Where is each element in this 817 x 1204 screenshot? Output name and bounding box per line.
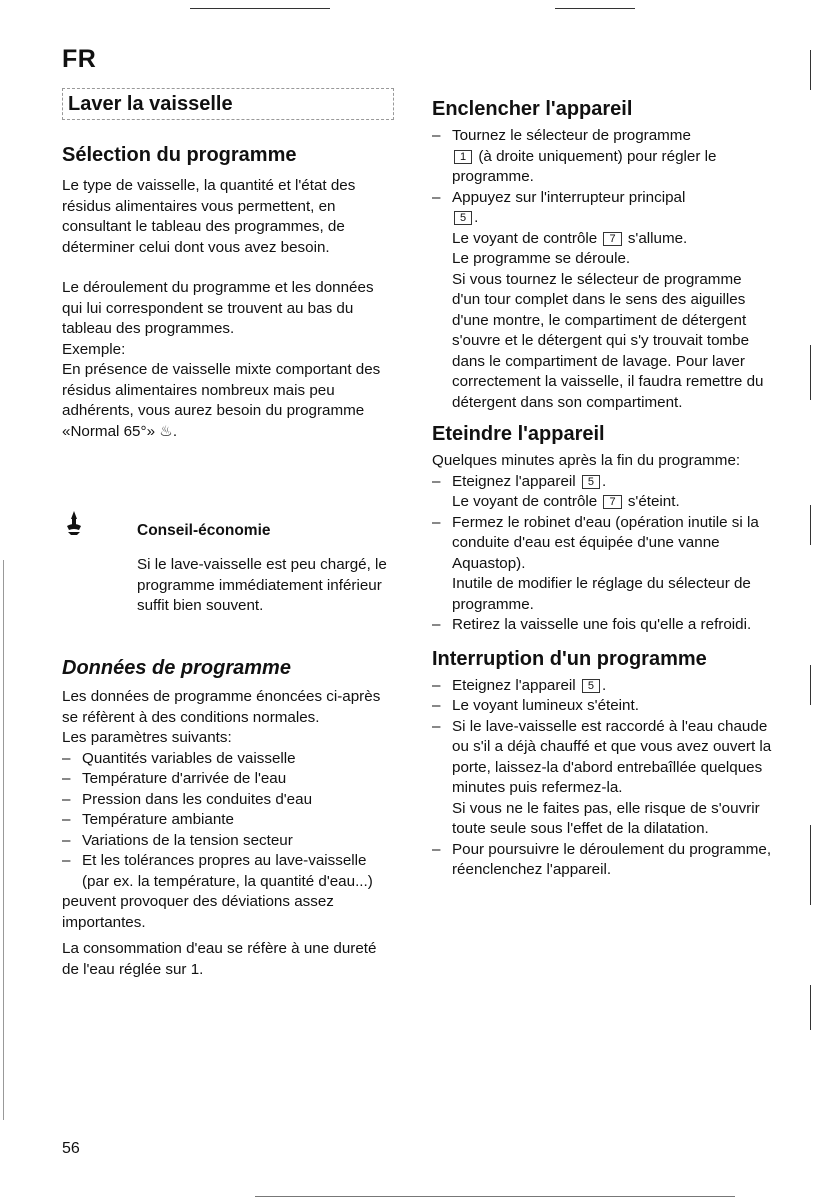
tip-text: Si le lave-vaisselle est peu chargé, le programme immédiatement inférieur suffit bien souvent. bbox=[137, 556, 387, 614]
right-edge-mark-6 bbox=[810, 985, 811, 1030]
main-switch-key: 5 bbox=[582, 475, 600, 489]
list-item: – Appuyez sur l'interrupteur principal 5 . Le voyant de contrôle 7 s'allume. Le programme se déroule. Si vous tournez le sélecteur de programme d'un tour complet dans le sens des aiguilles d'une montre, le compartiment de détergent s'ouvre et le détergent qui s'y trouvait tombe dans le compartiment de lavage. Pour laver correctement la vaisselle, il faudra remettre du détergent dans son compartiment. bbox=[432, 188, 772, 414]
left-edge-line bbox=[3, 560, 4, 1120]
heading-donnees: Données de programme bbox=[62, 657, 291, 679]
left-column-lower bbox=[62, 655, 397, 980]
list-item: – Quantités variables de vaisselle bbox=[62, 749, 397, 770]
heading-enclencher: Enclencher l'appareil bbox=[432, 98, 633, 120]
bottom-rule bbox=[255, 1196, 735, 1197]
right-edge-mark-2 bbox=[810, 345, 811, 400]
list-item: – Eteignez l'appareil 5 . bbox=[432, 676, 772, 697]
paragraph-donnees: Les données de programme énoncées ci-après se réfèrent à des conditions normales. bbox=[62, 688, 381, 726]
eco-tip-icon bbox=[64, 510, 84, 538]
list-item: – Variations de la tension secteur bbox=[62, 831, 397, 852]
list-item: – Retirez la vaisselle une fois qu'elle a refroidi. bbox=[432, 615, 772, 636]
top-rule-right bbox=[555, 8, 635, 9]
right-edge-mark-4 bbox=[810, 665, 811, 705]
main-switch-key: 5 bbox=[582, 679, 600, 693]
right-edge-mark-5 bbox=[810, 825, 811, 905]
page-number: 56 bbox=[62, 1140, 80, 1157]
paragraph-example: En présence de vaisselle mixte comportant des résidus alimentaires nombreux mais peu adhérents, vous aurez besoin du programme «Normal 65°» ♨. bbox=[62, 361, 381, 440]
eteindre-intro: Quelques minutes après la fin du programme: bbox=[432, 452, 741, 469]
program-selector-key: 1 bbox=[454, 150, 472, 164]
top-rule-left bbox=[190, 8, 330, 9]
language-code: FR bbox=[62, 45, 97, 73]
example-label: Exemple: bbox=[62, 340, 126, 358]
main-switch-key: 5 bbox=[454, 211, 472, 225]
list-item: – Eteignez l'appareil 5 . Le voyant de contrôle 7 s'éteint. bbox=[432, 472, 772, 513]
enclencher-list bbox=[432, 126, 772, 413]
right-edge-mark-3 bbox=[810, 505, 811, 545]
right-edge-mark-1 bbox=[810, 50, 811, 90]
paragraph-type: Le type de vaisselle, la quantité et l'état des résidus alimentaires vous permettent, en consultant le tableau des programmes, de déterminer celui dont vous avez besoin. bbox=[62, 177, 356, 256]
list-item: – Température d'arrivée de l'eau bbox=[62, 769, 397, 790]
list-item: – Si le lave-vaisselle est raccordé à l'eau chaude ou s'il a déjà chauffé et que vous avez ouvert la porte, laissez-la d'abord entrebaîllée quelques minutes puis refermez-la. Si vous ne le faites pas, elle risque de s'ouvrir toute seule sous l'effet de la dilatation. bbox=[432, 717, 772, 840]
right-column bbox=[432, 96, 772, 881]
list-item: – Fermez le robinet d'eau (opération inutile si la conduite d'eau est équipée d'une vanne Aquastop). Inutile de modifier le réglage du sélecteur de programme. bbox=[432, 513, 772, 616]
list-item: – Tournez le sélecteur de programme 1 (à droite uniquement) pour régler le programme. bbox=[432, 126, 772, 188]
parameter-list bbox=[62, 749, 397, 893]
heading-interruption: Interruption d'un programme bbox=[432, 647, 707, 670]
section-title: Laver la vaisselle bbox=[62, 88, 394, 120]
list-item: – Et les tolérances propres au lave-vaisselle (par ex. la température, la quantité d'eau...) bbox=[62, 851, 397, 892]
heading-eteindre: Eteindre l'appareil bbox=[432, 423, 605, 445]
tip-title: Conseil-économie bbox=[137, 522, 271, 539]
heading-selection: Sélection du programme bbox=[62, 144, 297, 166]
list-item: – Pour poursuivre le déroulement du programme, réenclenchez l'appareil. bbox=[432, 840, 772, 881]
paragraph-parametres: Les paramètres suivants: bbox=[62, 729, 232, 746]
list-item: – Température ambiante bbox=[62, 810, 397, 831]
control-light-key: 7 bbox=[603, 495, 621, 509]
left-column bbox=[62, 142, 397, 442]
interruption-list bbox=[432, 676, 772, 881]
eteindre-list bbox=[432, 472, 772, 636]
list-item: – Pression dans les conduites d'eau bbox=[62, 790, 397, 811]
paragraph-consommation: La consommation d'eau se réfère à une dureté de l'eau réglée sur 1. bbox=[62, 940, 377, 978]
paragraph-deroulement: Le déroulement du programme et les données qui lui correspondent se trouvent au bas du tableau des programmes. bbox=[62, 279, 374, 337]
paragraph-deviations: peuvent provoquer des déviations assez importantes. bbox=[62, 893, 334, 931]
control-light-key: 7 bbox=[603, 232, 621, 246]
list-item: – Le voyant lumineux s'éteint. bbox=[432, 696, 772, 717]
